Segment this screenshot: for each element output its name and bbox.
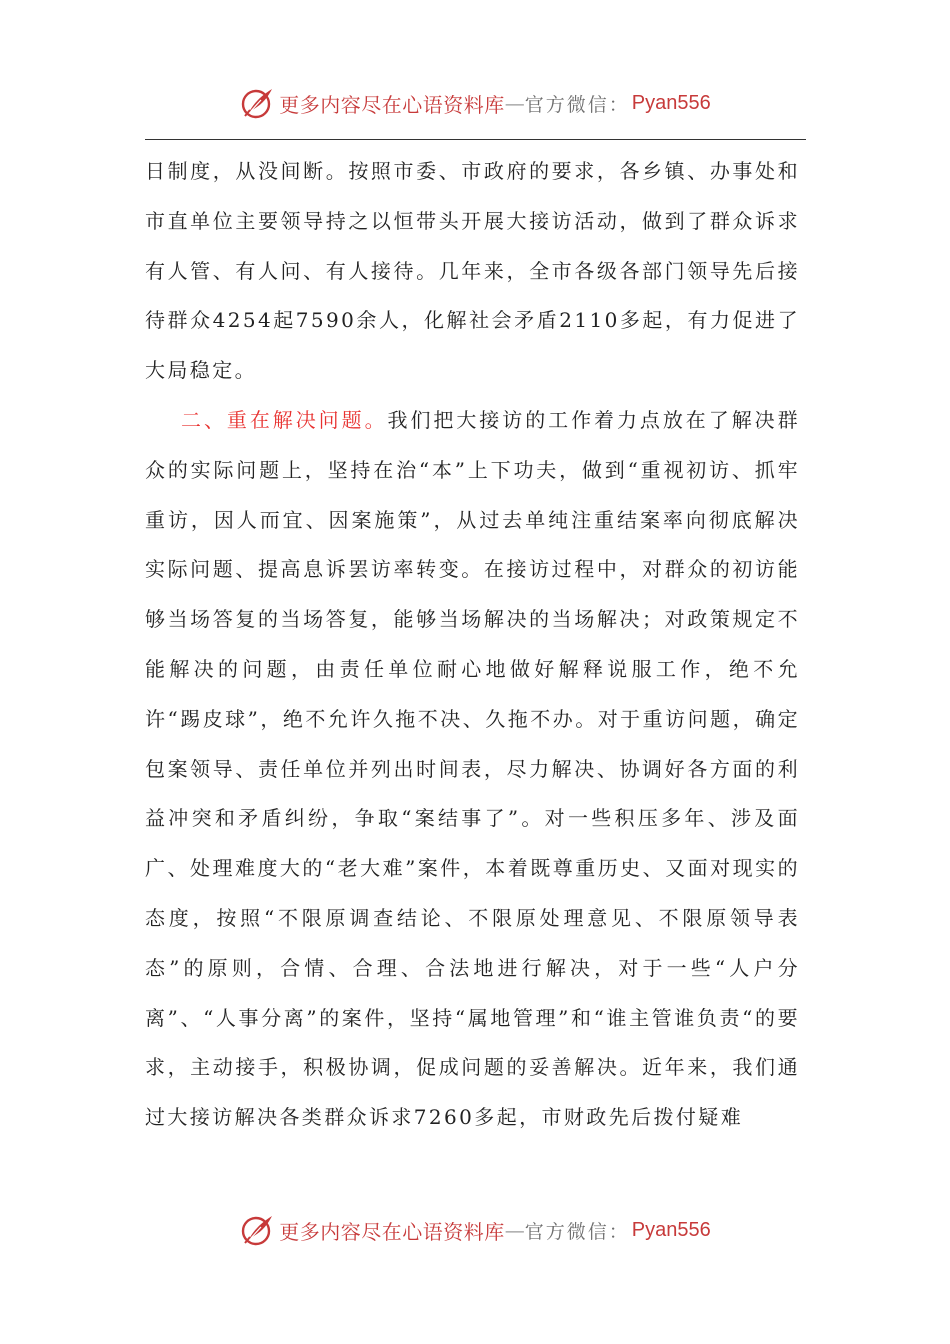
paragraph-1: 日制度，从没间断。按照市委、市政府的要求，各乡镇、办事处和市直单位主要领导持之以恒带头开展大接访活动，做到了群众诉求有人管、有人问、有人接待。几年来，全市各级各部门领导先后接待群众4254起7590余人，化解社会矛盾2110多起，有力促进了大局稳定。 <box>145 159 800 383</box>
header-separator: — <box>504 91 525 115</box>
paragraph-2-text: 我们把大接访的工作着力点放在了解决群众的实际问题上，坚持在治“本”上下功夫，做到“重视初访、抓牢重访，因人而宜、因案施策”，从过去单纯注重结案率向彻底解决实际问题、提高息诉罢访率转变。在接访过程中，对群众的初访能够当场答复的当场答复，能够当场解决的当场解决；对政策规定不能解决的问题，由责任单位耐心地做好解释说服工作，绝不允许“踢皮球”，绝不允许久拖不决、久拖不办。对于重访问题，确定包案领导、责任单位并列出时间表，尽力解决、协调好各方面的利益冲突和矛盾纠纷，争取“案结事了”。对一些积压多年、涉及面广、处理难度大的“老大难”案件，本着既尊重历史、又面对现实的态度，按照“不限原调查结论、不限原处理意见、不限原领导表态”的原则，合情、合理、合法地进行解决，对于一些“人户分离”、“人事分离”的案件，坚持“属地管理”和“谁主管谁负责“的要求，主动接手，积极协调，促成问题的妥善解决。近年来，我们通过大接访解决各类群众诉求7260多起，市财政先后拨付疑难 <box>145 407 800 1130</box>
header-brand-text: 更多内容尽在心语资料库 <box>279 92 505 117</box>
footer-brand-text: 更多内容尽在心语资料库 <box>279 1219 505 1244</box>
quill-logo-icon <box>239 85 275 121</box>
footer-wechat-id: Pyan556 <box>631 1218 711 1241</box>
header-wechat-id: Pyan556 <box>631 91 711 114</box>
header-wechat-label: 官方微信： <box>524 93 630 116</box>
quill-logo-icon <box>239 1212 275 1248</box>
header-banner <box>0 78 950 128</box>
footer-wechat-label: 官方微信： <box>524 1220 630 1243</box>
header-divider <box>145 139 806 140</box>
section-heading: 二、重在解决问题。 <box>181 407 388 432</box>
document-body <box>145 147 800 1143</box>
paragraph-2 <box>145 396 800 1143</box>
footer-banner <box>0 1205 950 1255</box>
footer-separator: — <box>504 1218 525 1242</box>
